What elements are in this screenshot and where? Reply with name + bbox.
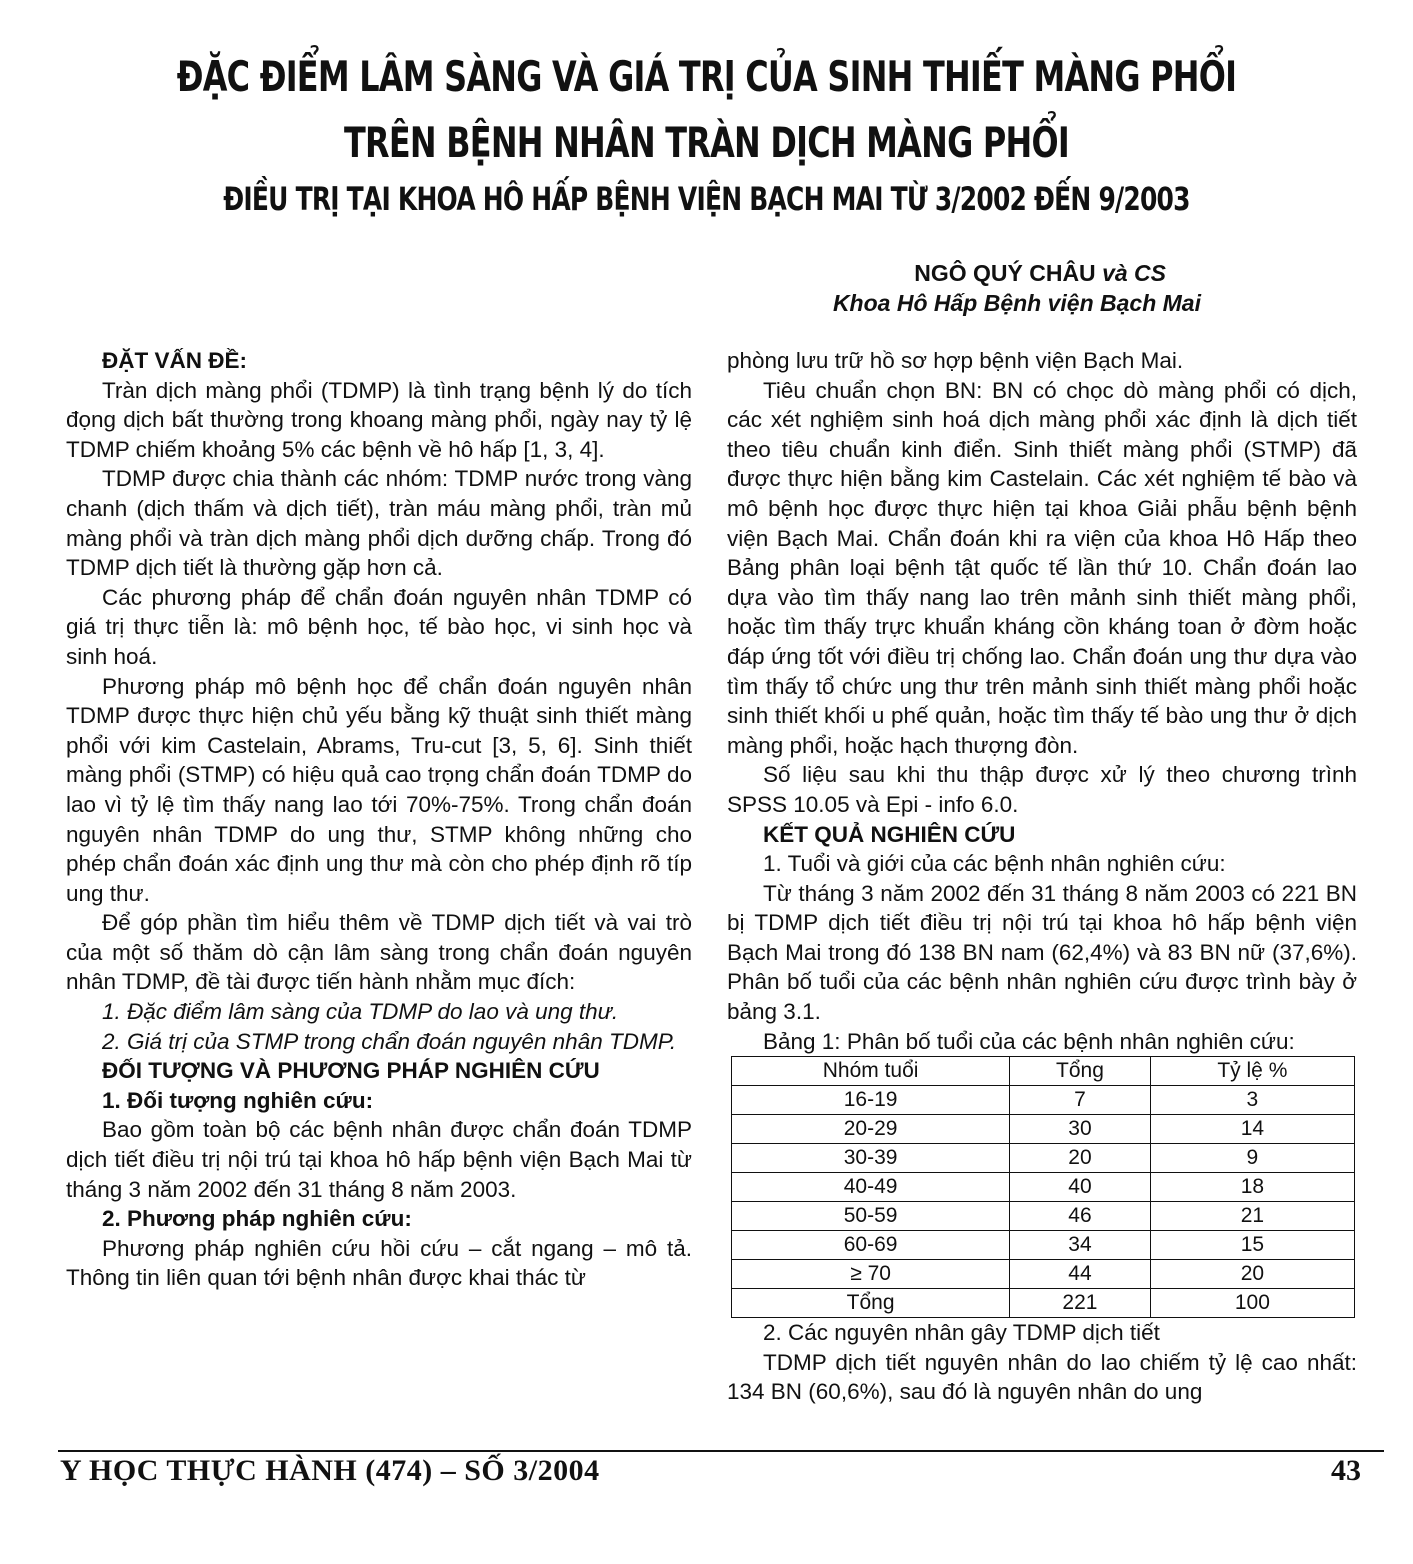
paragraph: Để góp phần tìm hiểu thêm về TDMP dịch tiết và vai trò của một số thăm dò cận lâm sàng trong chẩn đoán nguyên nhân TDMP, đề tài được tiến hành nhằm mục đích: bbox=[66, 910, 692, 995]
author-affiliation: Khoa Hô Hấp Bệnh viện Bạch Mai bbox=[832, 290, 1201, 316]
table-cell: 15 bbox=[1150, 1231, 1354, 1260]
aim-item-2: 2. Giá trị của STMP trong chẩn đoán nguyên nhân TDMP. bbox=[102, 1028, 677, 1054]
table-cell: 30 bbox=[1010, 1115, 1151, 1144]
table-caption: Bảng 1: Phân bố tuổi của các bệnh nhân nghiên cứu: bbox=[763, 1028, 1295, 1054]
author-line bbox=[914, 260, 1166, 287]
table-row bbox=[732, 1086, 1355, 1115]
paragraph: Tràn dịch màng phổi (TDMP) là tình trạng bệnh lý do tích đọng dịch bất thường trong khoang màng phổi, ngày nay tỷ lệ TDMP chiếm khoảng 5% các bệnh về hô hấp [1, 3, 4]. bbox=[66, 377, 692, 462]
table-cell: 34 bbox=[1010, 1231, 1151, 1260]
table-cell: 14 bbox=[1150, 1115, 1354, 1144]
heading-introduction: ĐẶT VẤN ĐỀ: bbox=[102, 348, 247, 373]
article-title-line-3: ĐIỀU TRỊ TẠI KHOA HÔ HẤP BỆNH VIỆN BẠCH MAI TỪ 3/2002 ĐẾN 9/2003 bbox=[223, 180, 1190, 218]
table-cell: 46 bbox=[1010, 1202, 1151, 1231]
journal-footer: Y HỌC THỰC HÀNH (474) – SỐ 3/2004 bbox=[60, 1454, 600, 1487]
table-row bbox=[732, 1144, 1355, 1173]
table-header-cell: Tổng bbox=[1010, 1057, 1151, 1086]
left-column bbox=[66, 346, 692, 1293]
table-cell: 100 bbox=[1150, 1289, 1354, 1318]
table-header-cell: Tỷ lệ % bbox=[1150, 1057, 1354, 1086]
table-cell: 3 bbox=[1150, 1086, 1354, 1115]
subheading-subjects: 1. Đối tượng nghiên cứu: bbox=[102, 1087, 374, 1113]
table-header-row bbox=[732, 1057, 1355, 1086]
right-column bbox=[727, 346, 1357, 1407]
paragraph: Bao gồm toàn bộ các bệnh nhân được chẩn đoán TDMP dịch tiết điều trị nội trú tại khoa hô hấp bệnh viện Bạch Mai từ tháng 3 năm 2002 đến 31 tháng 8 năm 2003. bbox=[66, 1117, 692, 1202]
table-cell: 40 bbox=[1010, 1173, 1151, 1202]
article-title-line-1: ĐẶC ĐIỂM LÂM SÀNG VÀ GIÁ TRỊ CỦA SINH THIẾT MÀNG PHỔI bbox=[176, 52, 1237, 101]
aim-item-1: 1. Đặc điểm lâm sàng của TDMP do lao và ung thư. bbox=[102, 999, 619, 1025]
table-cell: 9 bbox=[1150, 1144, 1354, 1173]
table-cell: 60-69 bbox=[732, 1231, 1010, 1260]
article-title-line-2: TRÊN BỆNH NHÂN TRÀN DỊCH MÀNG PHỔI bbox=[344, 118, 1069, 167]
age-distribution-table bbox=[731, 1056, 1355, 1318]
author-name: NGÔ QUÝ CHÂU bbox=[914, 260, 1096, 286]
paragraph: Các phương pháp để chẩn đoán nguyên nhân TDMP có giá trị thực tiễn là: mô bệnh học, tế bào học, vi sinh học và sinh hoá. bbox=[66, 584, 692, 669]
table-cell: Tổng bbox=[732, 1289, 1010, 1318]
paragraph: TDMP dịch tiết nguyên nhân do lao chiếm tỷ lệ cao nhất: 134 BN (60,6%), sau đó là nguyên nhân do ung bbox=[727, 1349, 1357, 1405]
table-cell: 16-19 bbox=[732, 1086, 1010, 1115]
table-cell: 21 bbox=[1150, 1202, 1354, 1231]
table-cell: 20 bbox=[1150, 1260, 1354, 1289]
paragraph: Phương pháp mô bệnh học để chẩn đoán nguyên nhân TDMP được thực hiện chủ yếu bằng kỹ thuật sinh thiết màng phổi với kim Castelain, Abrams, Tru-cut [3, 5, 6]. Sinh thiết màng phổi (STMP) có hiệu quả cao trọng chẩn đoán TDMP do lao vì tỷ lệ tìm thấy nang lao tới 70%-75%. Trong chẩn đoán nguyên nhân TDMP do ung thư, STMP không những cho phép chẩn đoán xác định ung thư mà còn cho phép định rõ típ ung thư. bbox=[66, 673, 692, 906]
heading-methods: ĐỐI TƯỢNG VÀ PHƯƠNG PHÁP NGHIÊN CỨU bbox=[102, 1058, 600, 1084]
table-cell: 221 bbox=[1010, 1289, 1151, 1318]
table-row bbox=[732, 1115, 1355, 1144]
subheading-causes: 2. Các nguyên nhân gây TDMP dịch tiết bbox=[763, 1320, 1160, 1346]
table-total-row bbox=[732, 1289, 1355, 1318]
paragraph: phòng lưu trữ hồ sơ hợp bệnh viện Bạch Mai. bbox=[727, 348, 1184, 373]
paragraph: TDMP được chia thành các nhóm: TDMP nước trong vàng chanh (dịch thấm và dịch tiết), tràn máu màng phổi, tràn mủ màng phổi và tràn dịch màng phổi dịch dưỡng chấp. Trong đó TDMP dịch tiết là thường gặp hơn cả. bbox=[66, 466, 692, 581]
subheading-method: 2. Phương pháp nghiên cứu: bbox=[102, 1206, 412, 1232]
paragraph: Số liệu sau khi thu thập được xử lý theo chương trình SPSS 10.05 và Epi - info 6.0. bbox=[727, 762, 1357, 817]
table-cell: 18 bbox=[1150, 1173, 1354, 1202]
table-row bbox=[732, 1173, 1355, 1202]
footer-divider bbox=[58, 1450, 1384, 1452]
paragraph: Phương pháp nghiên cứu hồi cứu – cắt ngang – mô tả. Thông tin liên quan tới bệnh nhân được khai thác từ bbox=[66, 1235, 692, 1291]
table-row bbox=[732, 1231, 1355, 1260]
paragraph: Tiêu chuẩn chọn BN: BN có chọc dò màng phổi có dịch, các xét nghiệm sinh hoá dịch màng phổi xác định là dịch tiết theo tiêu chuẩn kinh điển. Sinh thiết màng phổi (STMP) đã được thực hiện bằng kim Castelain. Các xét nghiệm tế bào và mô bệnh học được thực hiện tại khoa Giải phẫu bệnh bệnh viện Bạch Mai. Chẩn đoán khi ra viện của khoa Hô Hấp theo Bảng phân loại bệnh tật quốc tế lần thứ 10. Chẩn đoán lao dựa vào tìm thấy nang lao trên mảnh sinh thiết màng phổi, hoặc tìm thấy trực khuẩn kháng cồn kháng toan ở đờm hoặc đáp ứng tốt với điều trị chống lao. Chẩn đoán ung thư dựa vào tìm thấy tổ chức ung thư trên mảnh sinh thiết màng phổi hoặc sinh thiết khối u phế quản, hoặc tìm thấy tế bào ung thư ở dịch màng phổi, hoặc hạch thượng đòn. bbox=[727, 377, 1357, 758]
table-cell: 50-59 bbox=[732, 1202, 1010, 1231]
table-cell: 30-39 bbox=[732, 1144, 1010, 1173]
table-row bbox=[732, 1202, 1355, 1231]
paragraph: Từ tháng 3 năm 2002 đến 31 tháng 8 năm 2003 có 221 BN bị TDMP dịch tiết điều trị nội trú tại khoa hô hấp bệnh viện Bạch Mai trong đó 138 BN nam (62,4%) và 83 BN nữ (37,6%). Phân bố tuổi của các bệnh nhân nghiên cứu được trình bày ở bảng 3.1. bbox=[727, 880, 1357, 1025]
subheading-age-sex: 1. Tuổi và giới của các bệnh nhân nghiên cứu: bbox=[763, 851, 1226, 877]
table-cell: 44 bbox=[1010, 1260, 1151, 1289]
table-cell: 40-49 bbox=[732, 1173, 1010, 1202]
author-and-co: và CS bbox=[1102, 260, 1166, 286]
page-number: 43 bbox=[1331, 1454, 1361, 1487]
table-header-cell: Nhóm tuổi bbox=[732, 1057, 1010, 1086]
table-cell: 7 bbox=[1010, 1086, 1151, 1115]
heading-results: KẾT QUẢ NGHIÊN CỨU bbox=[763, 821, 1016, 847]
table-row bbox=[732, 1260, 1355, 1289]
table-cell: 20-29 bbox=[732, 1115, 1010, 1144]
table-cell: ≥ 70 bbox=[732, 1260, 1010, 1289]
table-cell: 20 bbox=[1010, 1144, 1151, 1173]
